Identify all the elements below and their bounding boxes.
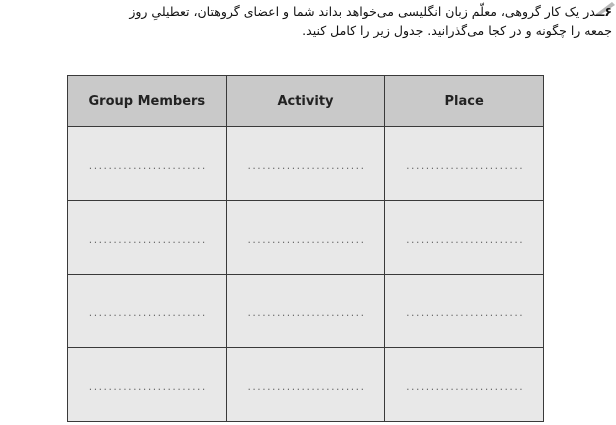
blank-line: ........................ <box>405 383 524 394</box>
cell-group-members[interactable] <box>68 127 227 201</box>
table-header-row <box>68 76 544 127</box>
header-place: Place <box>385 76 544 127</box>
blank-line: ........................ <box>87 383 206 394</box>
exercise-instructions <box>12 2 612 40</box>
blank-line: ........................ <box>87 161 206 172</box>
cell-place[interactable] <box>385 127 544 201</box>
blank-line: ........................ <box>87 235 206 246</box>
cell-place[interactable] <box>385 274 544 348</box>
instruction-line-1 <box>12 2 612 21</box>
blank-line: ........................ <box>246 309 365 320</box>
cell-activity[interactable] <box>226 348 385 422</box>
header-group-members: Group Members <box>68 76 227 127</box>
activity-table <box>67 75 544 422</box>
cell-activity[interactable] <box>226 274 385 348</box>
cell-group-members[interactable] <box>68 200 227 274</box>
cell-group-members[interactable] <box>68 348 227 422</box>
blank-line: ........................ <box>246 235 365 246</box>
blank-line: ........................ <box>405 309 524 320</box>
cell-place[interactable] <box>385 348 544 422</box>
blank-line: ........................ <box>405 161 524 172</box>
question-number: ۶ــ <box>595 4 612 19</box>
blank-line: ........................ <box>246 161 365 172</box>
blank-line: ........................ <box>405 235 524 246</box>
cell-activity[interactable] <box>226 127 385 201</box>
blank-line: ........................ <box>87 309 206 320</box>
table-row <box>68 348 544 422</box>
instruction-line-2: جمعه را چگونه و در کجا می‌گذرانید. جدول زیر را کامل کنید. <box>302 23 612 38</box>
table-row <box>68 274 544 348</box>
blank-line: ........................ <box>246 383 365 394</box>
cell-activity[interactable] <box>226 200 385 274</box>
instruction-text-1: در یک کار گروهی، معلّم زبان انگلیسی می‌خواهد بداند شما و اعضای گروهتان، تعطیلیِ روز <box>129 4 596 19</box>
table-row <box>68 127 544 201</box>
header-activity: Activity <box>226 76 385 127</box>
table-row <box>68 200 544 274</box>
cell-place[interactable] <box>385 200 544 274</box>
cell-group-members[interactable] <box>68 274 227 348</box>
